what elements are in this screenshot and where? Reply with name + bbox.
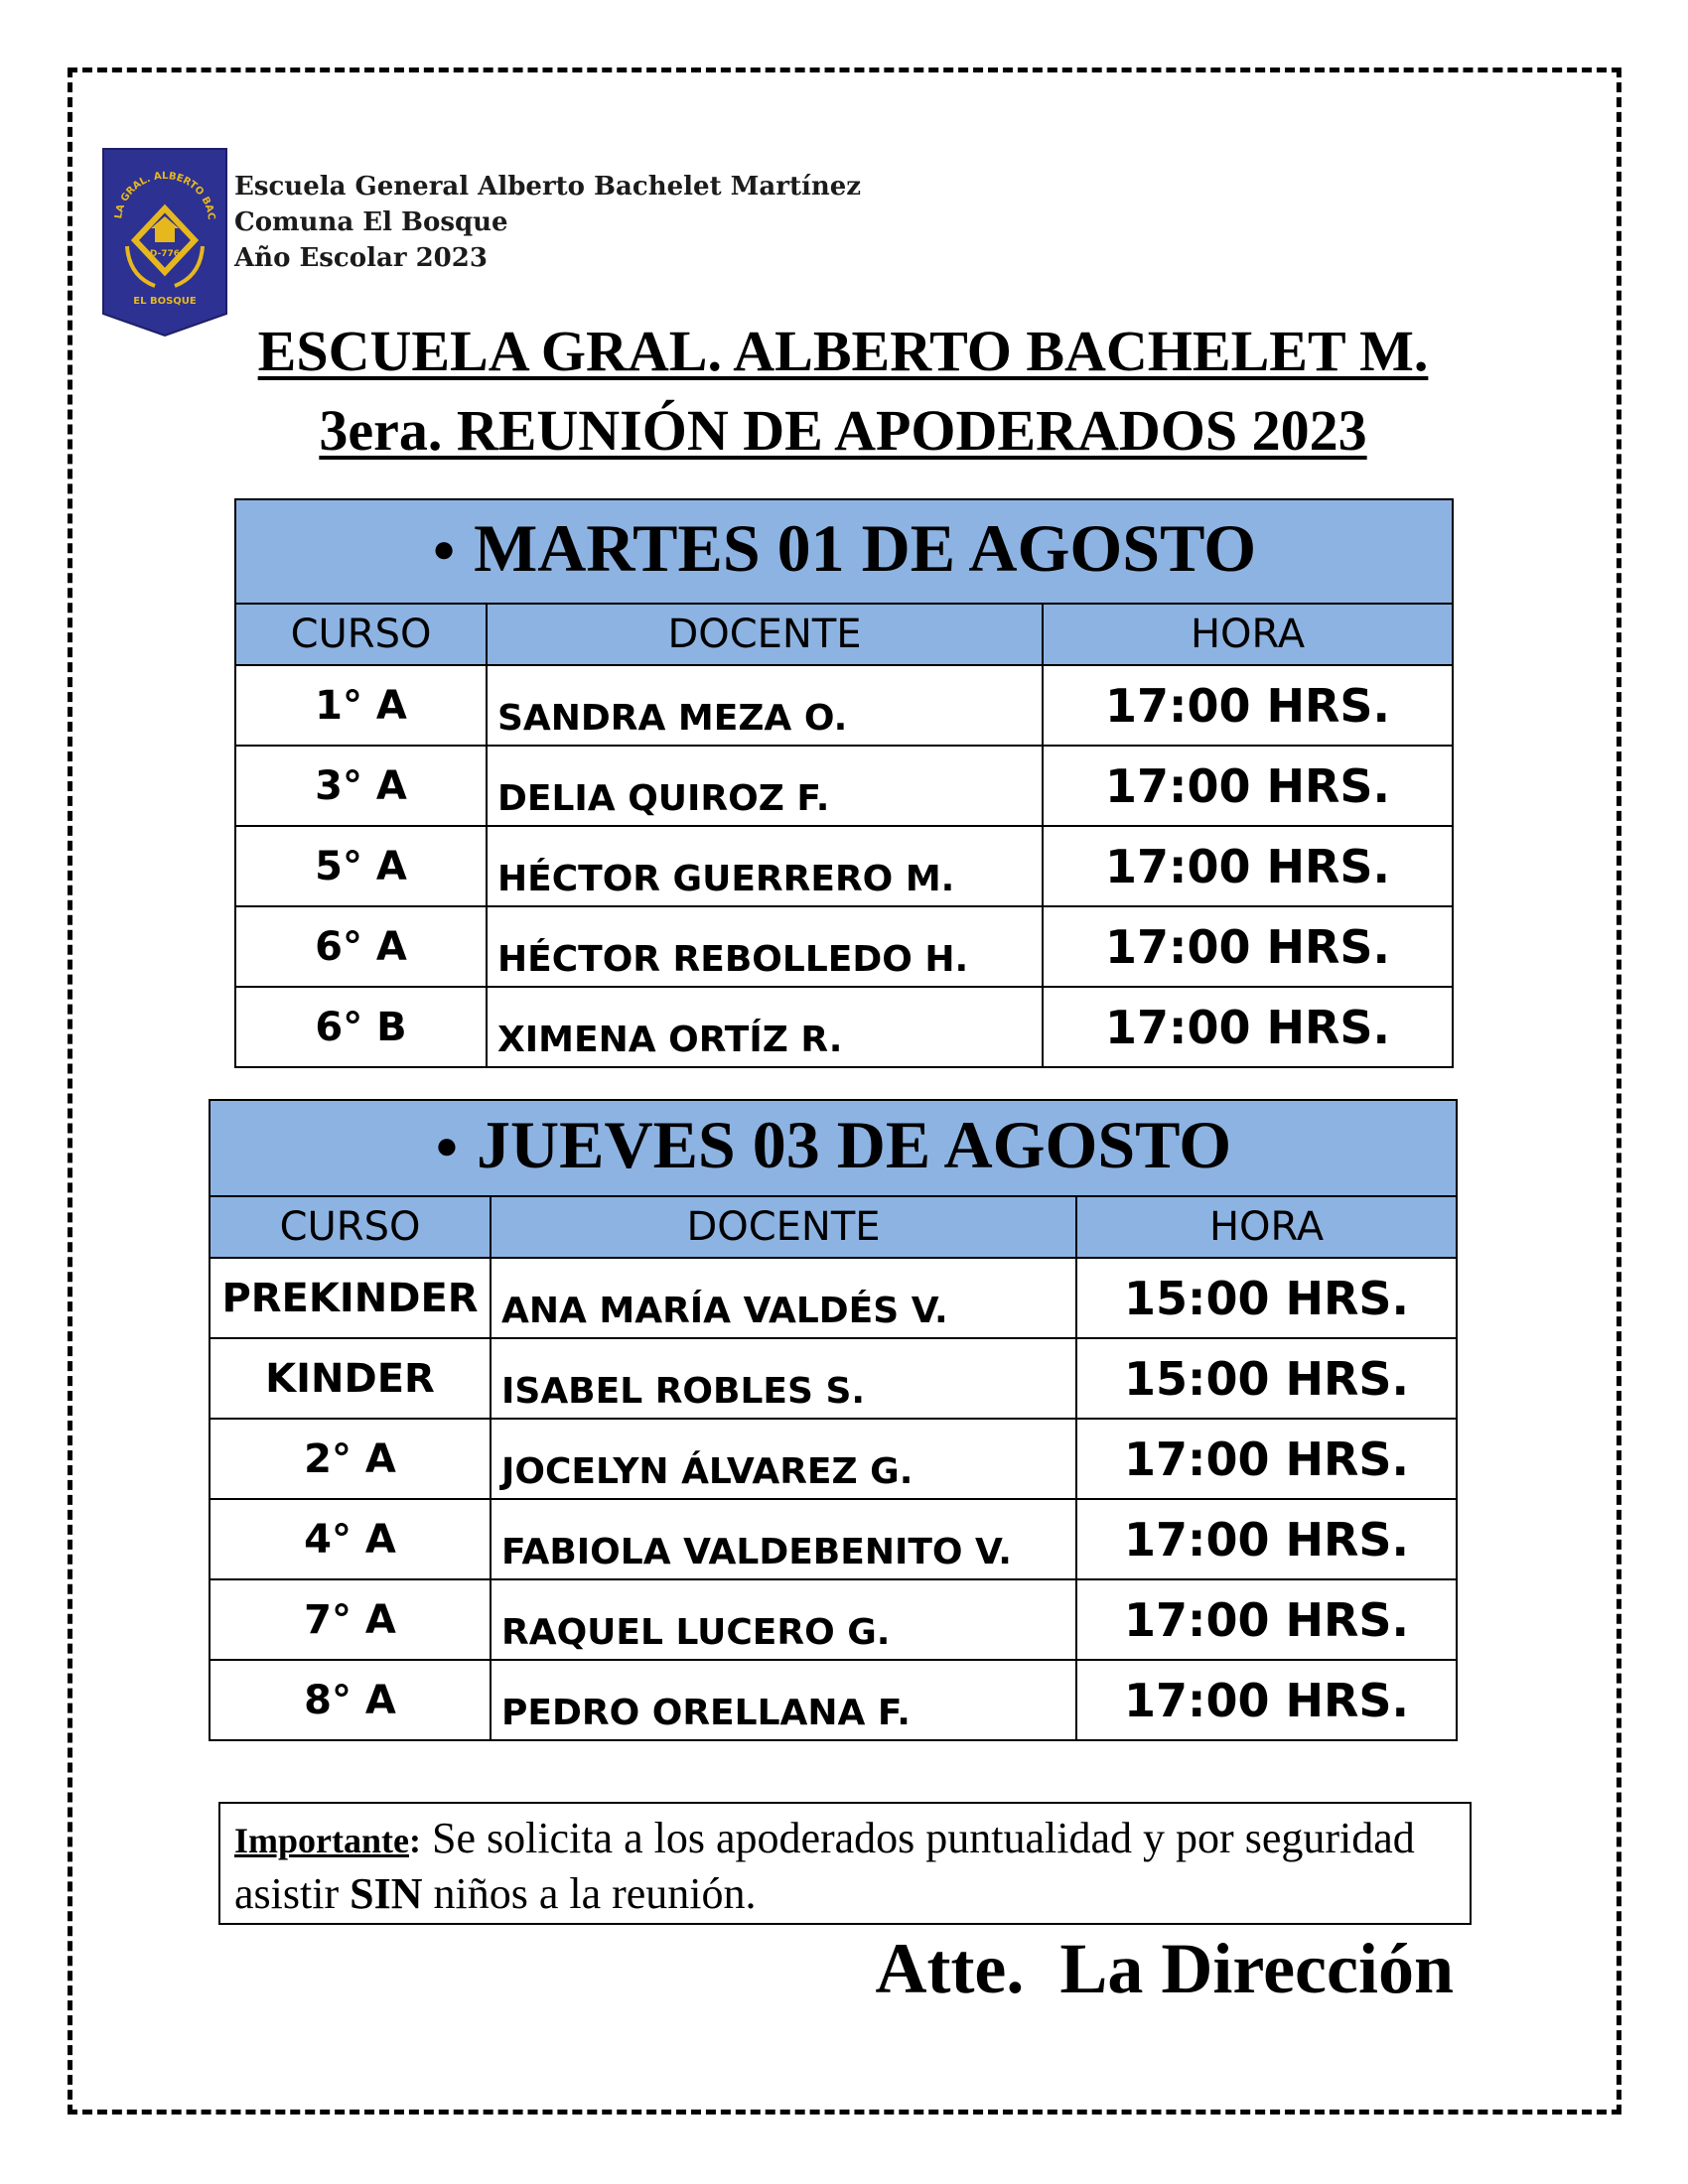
cell-docente: HÉCTOR GUERRERO M. [487,826,1043,906]
bullet-icon: ● [434,1123,459,1168]
table-row [210,1499,1457,1579]
notice-text-2: niños a la reunión. [433,1869,757,1918]
school-name: Escuela General Alberto Bachelet Martínez [234,172,862,202]
table-row [210,1419,1457,1499]
table-row [235,665,1453,746]
cell-docente: HÉCTOR REBOLLEDO H. [487,906,1043,987]
table-row [210,1579,1457,1660]
schedule-table-thursday [209,1099,1458,1741]
cell-docente: DELIA QUIROZ F. [487,746,1043,826]
signature: Atte. La Dirección [875,1929,1454,2008]
cell-curso: 8° A [210,1660,491,1740]
school-info [234,169,861,276]
cell-curso: 1° A [235,665,487,746]
column-header-docente: DOCENTE [487,604,1043,665]
column-header-hora: HORA [1043,604,1453,665]
cell-hora: 17:00 HRS. [1076,1660,1457,1740]
cell-curso: KINDER [210,1338,491,1419]
cell-docente: JOCELYN ÁLVAREZ G. [491,1419,1076,1499]
day-heading-text: JUEVES 03 DE AGOSTO [477,1107,1232,1182]
cell-hora: 15:00 HRS. [1076,1338,1457,1419]
title-line-2: 3era. REUNIÓN DE APODERADOS 2023 [319,398,1367,463]
cell-hora: 15:00 HRS. [1076,1258,1457,1338]
cell-curso: 2° A [210,1419,491,1499]
cell-hora: 17:00 HRS. [1043,906,1453,987]
cell-hora: 17:00 HRS. [1043,826,1453,906]
important-notice: Importante: Se solicita a los apoderados puntualidad y por seguridad asistir SIN niños a la reunión. [218,1802,1472,1925]
table-row [210,1258,1457,1338]
column-header-curso: CURSO [210,1196,491,1258]
cell-curso: 6° B [235,987,487,1067]
day-heading-text: MARTES 01 DE AGOSTO [474,510,1257,586]
cell-hora: 17:00 HRS. [1076,1419,1457,1499]
cell-docente: ISABEL ROBLES S. [491,1338,1076,1419]
cell-docente: FABIOLA VALDEBENITO V. [491,1499,1076,1579]
cell-docente: PEDRO ORELLANA F. [491,1660,1076,1740]
table-row [235,987,1453,1067]
cell-hora: 17:00 HRS. [1043,987,1453,1067]
column-header-hora: HORA [1076,1196,1457,1258]
title-line-1: ESCUELA GRAL. ALBERTO BACHELET M. [257,319,1429,383]
cell-docente: ANA MARÍA VALDÉS V. [491,1258,1076,1338]
cell-hora: 17:00 HRS. [1076,1579,1457,1660]
column-header-curso: CURSO [235,604,487,665]
notice-label: Importante [234,1821,409,1860]
table-row [235,746,1453,826]
column-header-docente: DOCENTE [491,1196,1076,1258]
svg-text:D-776: D-776 [149,249,181,259]
table-row [235,906,1453,987]
schedule-table-tuesday [234,498,1454,1068]
school-year: Año Escolar 2023 [234,243,488,273]
cell-docente: XIMENA ORTÍZ R. [487,987,1043,1067]
cell-docente: RAQUEL LUCERO G. [491,1579,1076,1660]
cell-curso: 6° A [235,906,487,987]
day-heading [210,1100,1457,1196]
cell-hora: 17:00 HRS. [1076,1499,1457,1579]
cell-curso: 5° A [235,826,487,906]
day-heading [235,499,1453,604]
cell-curso: 7° A [210,1579,491,1660]
notice-emphasis: SIN [350,1869,423,1918]
cell-curso: PREKINDER [210,1258,491,1338]
svg-text:ESCUELA GRAL. ALBERTO BACHELET: LA GRAL. ALBERTO BAC [113,170,217,221]
svg-text:EL BOSQUE: EL BOSQUE [133,296,197,307]
school-logo [99,145,230,340]
cell-curso: 4° A [210,1499,491,1579]
cell-curso: 3° A [235,746,487,826]
bullet-icon: ● [431,526,457,572]
school-commune: Comuna El Bosque [234,207,508,237]
cell-hora: 17:00 HRS. [1043,665,1453,746]
table-row [210,1338,1457,1419]
notice-text-1: Se solicita a los apoderados puntualidad y por seguridad asistir [234,1814,1415,1918]
table-row [235,826,1453,906]
table-row [210,1660,1457,1740]
cell-docente: SANDRA MEZA O. [487,665,1043,746]
cell-hora: 17:00 HRS. [1043,746,1453,826]
page-title [234,312,1452,471]
